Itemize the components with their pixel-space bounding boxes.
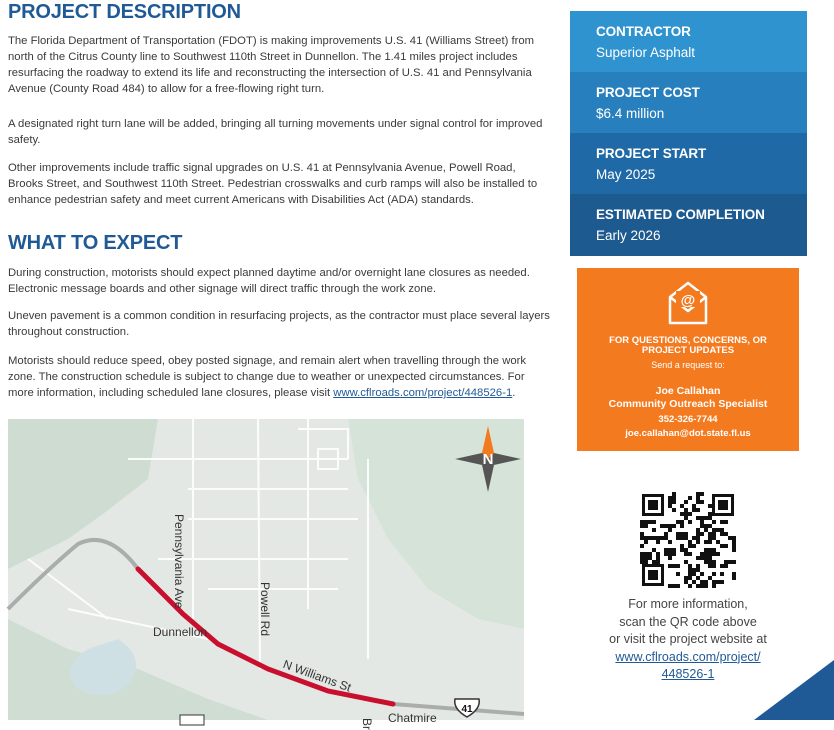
project-description-heading: PROJECT DESCRIPTION (8, 1, 241, 23)
map-label-powell: Powell Rd (258, 582, 272, 637)
contractor-value: Superior Asphalt (596, 45, 696, 60)
svg-text:N: N (482, 451, 494, 468)
project-description-paragraph-3: Other improvements include traffic signal upgrades on U.S. 41 at Pennsylvania Avenue, Powell Road, Brooks Street, and Southwest 110th Street. Pedestrian crosswalks and curb ramps will also be installed to enhance pedestrian safety and meet current Americans with Disabilities Act (ADA) standards. (8, 162, 538, 206)
what-to-expect-paragraph-2: Uneven pavement is a common condition in resurfacing projects, as the contractor must place several layers throughout construction. (8, 310, 550, 338)
estimated-completion-value: Early 2026 (596, 228, 661, 243)
project-cost-value: $6.4 million (596, 106, 665, 121)
contractor-label: CONTRACTOR (596, 24, 691, 39)
contact-email[interactable]: joe.callahan@dot.state.fl.us (625, 428, 751, 439)
estimated-completion-block (570, 194, 807, 256)
contractor-block (570, 11, 807, 72)
map-label-chatmire: Chatmire (388, 711, 437, 725)
map-label-williams: N Williams St (281, 657, 354, 695)
contact-subtext: Send a request to: (651, 360, 725, 370)
project-start-value: May 2025 (596, 167, 656, 182)
project-description-paragraph-1: The Florida Department of Transportation (FDOT) is making improvements U.S. 41 (Williams Street) from north of the Citrus County line to Southwest 110th Street in Dunnellon. The 1.41 miles project includes resurfacing the roadway to extend its life and reconstructing the intersection of U.S. 41 and Pennsylvania Avenue (County Road 484) to allow for a free-flowing right turn. (8, 35, 535, 95)
contact-phone: 352-326-7744 (658, 414, 718, 425)
qr-caption-line-1: For more information, (628, 597, 748, 611)
contact-heading-line-2: PROJECT UPDATES (641, 345, 735, 356)
project-info-panel (570, 11, 807, 256)
map-graphic (8, 419, 524, 720)
corner-decoration (754, 660, 834, 720)
paragraph-end: . (512, 387, 516, 399)
contact-heading (577, 336, 799, 356)
map-label-brooks: Br (360, 718, 374, 730)
contact-name: Joe Callahan (655, 385, 721, 397)
contact-box (577, 268, 799, 451)
what-to-expect-paragraph-3 (8, 353, 553, 401)
svg-text:@: @ (680, 292, 696, 309)
us41-shield-label: 41 (461, 704, 473, 715)
what-to-expect-heading: WHAT TO EXPECT (8, 232, 183, 254)
project-cost-label: PROJECT COST (596, 85, 700, 100)
project-start-block (570, 133, 807, 194)
map-label-pennsylvania: Pennsylvania Ave (172, 514, 186, 609)
estimated-completion-label: ESTIMATED COMPLETION (596, 207, 765, 222)
paragraph-text: Motorists should reduce speed, obey posted signage, and remain alert when travelling through the work zone. The construction schedule is subject to change due to weather or unexpected circumstances. For more information, including scheduled lane closures, please visit (8, 355, 527, 399)
project-start-label: PROJECT START (596, 146, 707, 161)
map-label-dunnellon: Dunnellon (153, 625, 208, 639)
project-description-paragraph-2: A designated right turn lane will be added, bringing all turning movements under signal control for improved safety. (8, 118, 543, 146)
contact-heading-line-1: FOR QUESTIONS, CONCERNS, OR (609, 335, 767, 346)
qr-code[interactable] (640, 492, 736, 588)
qr-link-line-1: www.cflroads.com/project/ (615, 649, 761, 664)
qr-caption-line-2: scan the QR code above (619, 614, 757, 629)
qr-caption-line-3: or visit the project website at (609, 632, 767, 646)
project-map[interactable] (8, 419, 524, 730)
contact-title: Community Outreach Specialist (608, 398, 768, 410)
envelope-at-icon (662, 277, 714, 329)
qr-website-link[interactable] (615, 650, 760, 682)
what-to-expect-paragraph-1: During construction, motorists should expect planned daytime and/or overnight lane closures as needed. Electronic message boards and other signage will direct traffic through the work zone. (8, 267, 530, 295)
project-website-link[interactable]: www.cflroads.com/project/448526-1 (333, 387, 513, 399)
qr-link-line-2: 448526-1 (661, 667, 715, 681)
project-cost-block (570, 72, 807, 133)
